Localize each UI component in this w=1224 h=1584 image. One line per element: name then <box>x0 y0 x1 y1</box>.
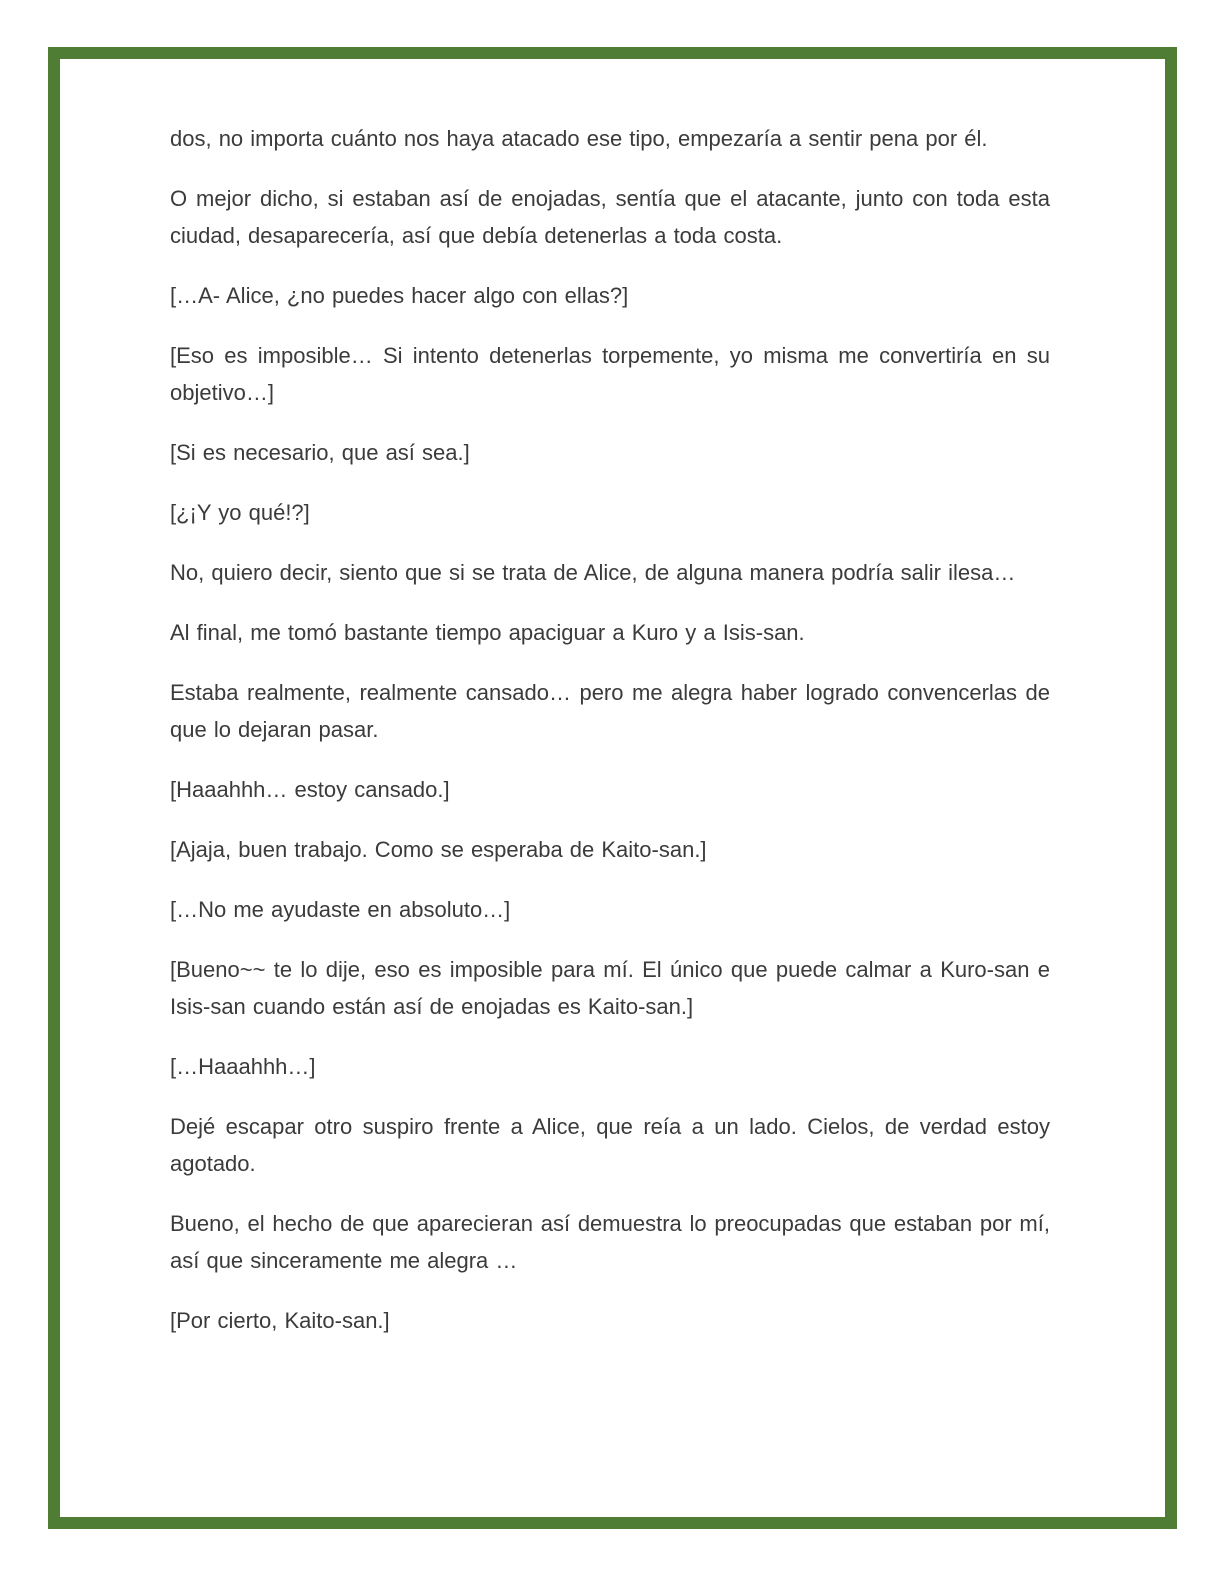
paragraph: [¿¡Y yo qué!?] <box>170 500 310 525</box>
paragraph: Dejé escapar otro suspiro frente a Alice, que reía a un lado. Cielos, de verdad estoy agotado. <box>170 1114 1050 1176</box>
document-body <box>60 59 1165 1339</box>
paragraph: Al final, me tomó bastante tiempo apaciguar a Kuro y a Isis-san. <box>170 620 805 645</box>
paragraph: [Por cierto, Kaito-san.] <box>170 1308 390 1333</box>
paragraph: dos, no importa cuánto nos haya atacado ese tipo, empezaría a sentir pena por él. <box>170 126 988 151</box>
paragraph: […Haaahhh…] <box>170 1054 316 1079</box>
paragraph: No, quiero decir, siento que si se trata de Alice, de alguna manera podría salir ilesa… <box>170 560 1016 585</box>
paragraph: [Bueno~~ te lo dije, eso es imposible para mí. El único que puede calmar a Kuro-san e Isis-san cuando están así de enojadas es Kaito-san.] <box>170 957 1050 1019</box>
page-border-frame <box>48 47 1177 1529</box>
paragraph: […A- Alice, ¿no puedes hacer algo con ellas?] <box>170 283 629 308</box>
paragraph: [Haaahhh… estoy cansado.] <box>170 777 450 802</box>
paragraph: O mejor dicho, si estaban así de enojadas, sentía que el atacante, junto con toda esta ciudad, desaparecería, así que debía detenerlas a toda costa. <box>170 186 1050 248</box>
paragraph: […No me ayudaste en absoluto…] <box>170 897 511 922</box>
paragraph: Bueno, el hecho de que aparecieran así demuestra lo preocupadas que estaban por mí, así que sinceramente me alegra … <box>170 1211 1050 1273</box>
paragraph: Estaba realmente, realmente cansado… pero me alegra haber logrado convencerlas de que lo dejaran pasar. <box>170 680 1050 742</box>
paragraph: [Ajaja, buen trabajo. Como se esperaba de Kaito-san.] <box>170 837 707 862</box>
paragraph: [Eso es imposible… Si intento detenerlas torpemente, yo misma me convertiría en su objetivo…] <box>170 343 1050 405</box>
paragraph: [Si es necesario, que así sea.] <box>170 440 470 465</box>
